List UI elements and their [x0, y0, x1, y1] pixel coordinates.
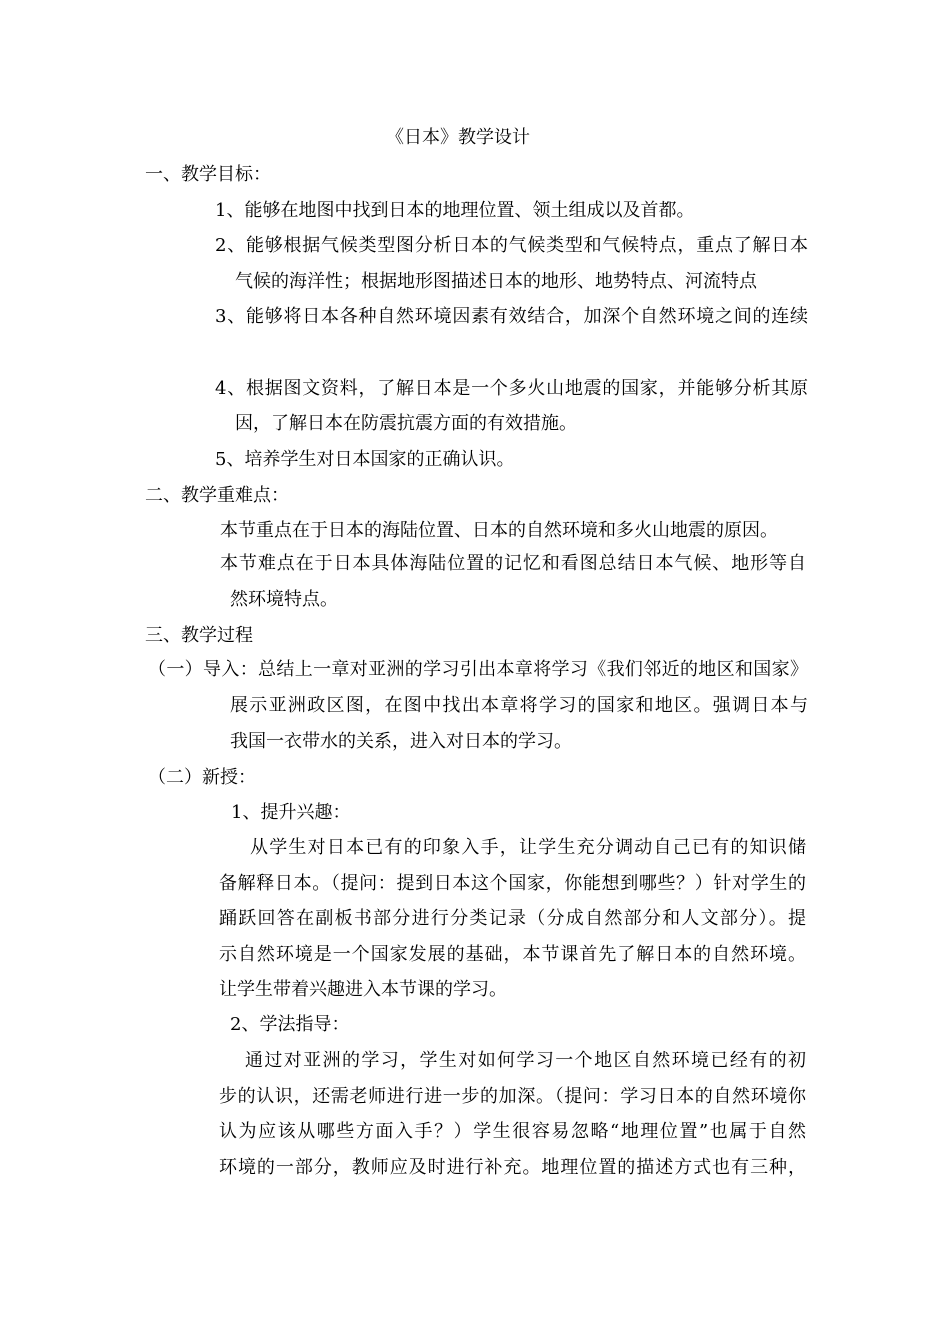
intro-line-1: （一）导入：总结上一章对亚洲的学习引出本章将学习《我们邻近的地区和国家》 [148, 659, 808, 680]
section-heading-teaching-goals: 一、教学目标： [145, 164, 271, 185]
interest-line-2: 备解释日本。（提问：提到日本这个国家，你能想到哪些？）针对学生的 [219, 873, 806, 894]
goal-item-2-line-2: 气候的海洋性；根据地形图描述日本的地形、地势特点、河流特点 [235, 271, 757, 292]
section-heading-key-points: 二、教学重难点： [145, 485, 289, 506]
section-heading-teaching-process: 三、教学过程 [145, 625, 253, 646]
intro-line-2: 展示亚洲政区图，在图中找出本章将学习的国家和地区。强调日本与 [230, 695, 808, 716]
goal-item-1: 1、能够在地图中找到日本的地理位置、领土组成以及首都。 [215, 200, 695, 221]
goal-item-3: 3、能够将日本各种自然环境因素有效结合，加深个自然环境之间的连续 [215, 306, 808, 327]
key-point-line-1: 本节重点在于日本的海陆位置、日本的自然环境和多火山地震的原因。 [220, 520, 778, 541]
sub-heading-interest: 1、提升兴趣： [231, 802, 351, 823]
goal-item-4-line-2: 因，了解日本在防震抗震方面的有效措施。 [235, 413, 577, 434]
goal-item-2-line-1: 2、能够根据气候类型图分析日本的气候类型和气候特点，重点了解日本 [215, 235, 808, 256]
method-line-4: 环境的一部分，教师应及时进行补充。地理位置的描述方式也有三种， [219, 1157, 806, 1178]
goal-item-5: 5、培养学生对日本国家的正确认识。 [215, 449, 515, 470]
document-title: 《日本》教学设计 [386, 127, 530, 148]
key-point-line-3: 然环境特点。 [230, 589, 338, 610]
interest-line-1: 从学生对日本已有的印象入手，让学生充分调动自己已有的知识储 [250, 837, 806, 858]
new-lesson-heading: （二）新授： [148, 767, 256, 788]
intro-line-3: 我国一衣带水的关系，进入对日本的学习。 [230, 731, 572, 752]
interest-line-5: 让学生带着兴趣进入本节课的学习。 [219, 979, 507, 1000]
interest-line-4: 示自然环境是一个国家发展的基础，本节课首先了解日本的自然环境。 [219, 944, 806, 965]
interest-line-3: 踊跃回答在副板书部分进行分类记录（分成自然部分和人文部分）。提 [219, 908, 806, 929]
method-line-3: 认为应该从哪些方面入手？）学生很容易忽略“地理位置”也属于自然 [219, 1121, 806, 1142]
sub-heading-study-method: 2、学法指导： [230, 1014, 350, 1035]
method-line-1: 通过对亚洲的学习，学生对如何学习一个地区自然环境已经有的初 [245, 1050, 806, 1071]
method-line-2: 步的认识，还需老师进行进一步的加深。（提问：学习日本的自然环境你 [219, 1086, 806, 1107]
goal-item-4-line-1: 4、根据图文资料，了解日本是一个多火山地震的国家，并能够分析其原 [215, 378, 808, 399]
key-point-line-2: 本节难点在于日本具体海陆位置的记忆和看图总结日本气候、地形等自 [220, 553, 806, 574]
